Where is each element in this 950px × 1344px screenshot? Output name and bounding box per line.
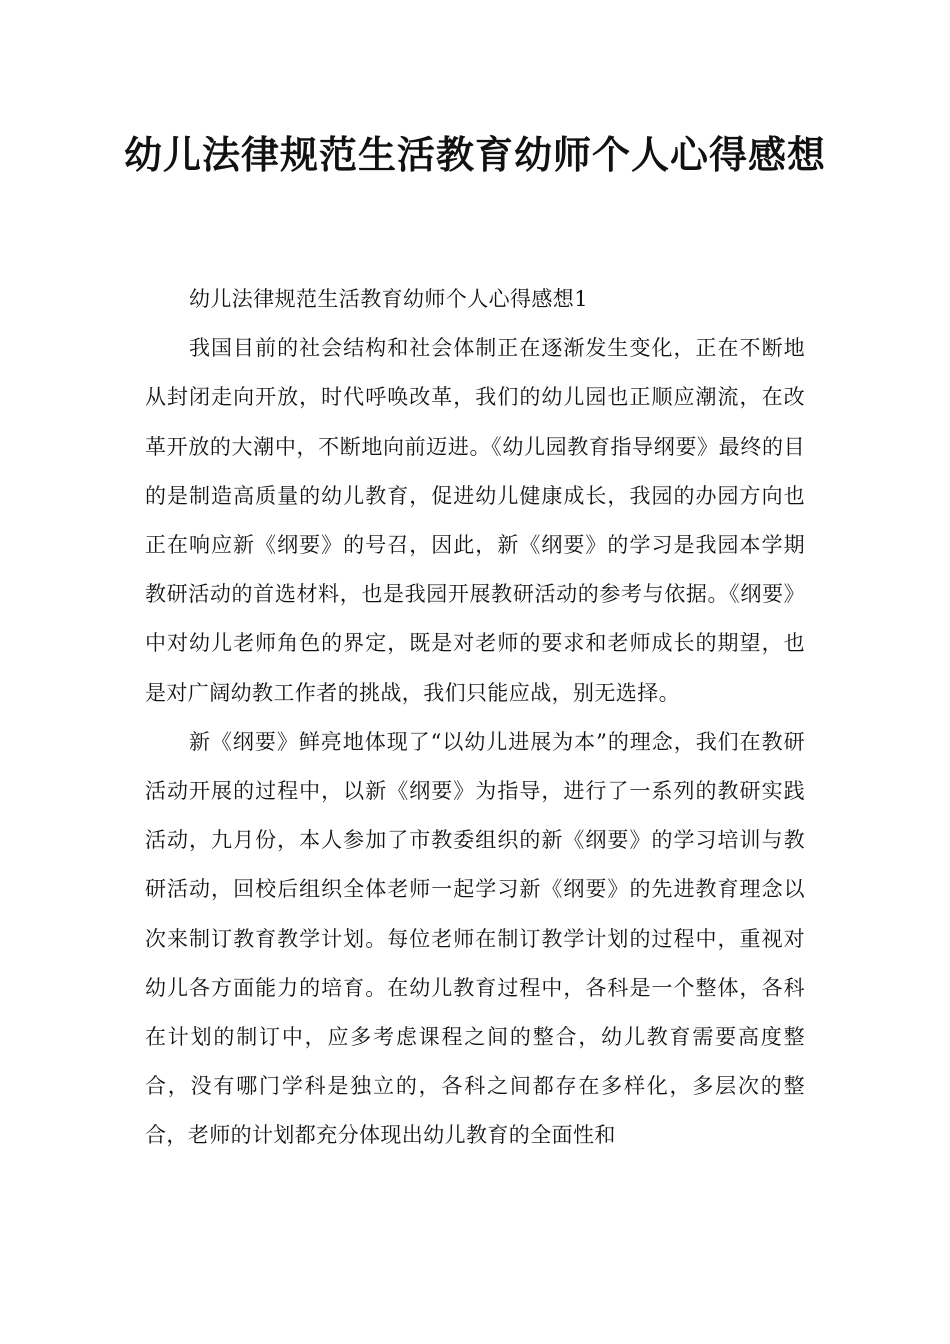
- document-title: 幼儿法律规范生活教育幼师个人心得感想: [123, 133, 826, 177]
- paragraph: 新《纲要》鲜亮地体现了“以幼儿进展为本”的理念，我们在教研活动开展的过程中，以新《纲要》为指导，进行了一系列的教研实践活动，九月份，本人参加了市教委组织的新《纲要》的学习培训与教研活动，回校后组织全体老师一起学习新《纲要》的先进教育理念以次来制订教育教学计划。每位老师在制订教学计划的过程中，重视对幼儿各方面能力的培育。在幼儿教育过程中，各科是一个整体，各科在计划的制订中，应多考虑课程之间的整合，幼儿教育需要高度整合，没有哪门学科是独立的，各科之间都存在多样化，多层次的整合，老师的计划都充分体现出幼儿教育的全面性和: [145, 729, 805, 1148]
- document-body: [145, 275, 805, 1161]
- paragraph: 我国目前的社会结构和社会体制正在逐渐发生变化，正在不断地从封闭走向开放，时代呼唤改革，我们的幼儿园也正顺应潮流，在改革开放的大潮中，不断地向前迈进。《幼儿园教育指导纲要》最终的目的是制造高质量的幼儿教育，促进幼儿健康成长，我园的办园方向也正在响应新《纲要》的号召，因此，新《纲要》的学习是我园本学期教研活动的首选材料，也是我园开展教研活动的参考与依据。《纲要》中对幼儿老师角色的界定，既是对老师的要求和老师成长的期望，也是对广阔幼教工作者的挑战，我们只能应战，别无选择。: [145, 336, 805, 705]
- section-heading: 幼儿法律规范生活教育幼师个人心得感想1: [189, 287, 588, 311]
